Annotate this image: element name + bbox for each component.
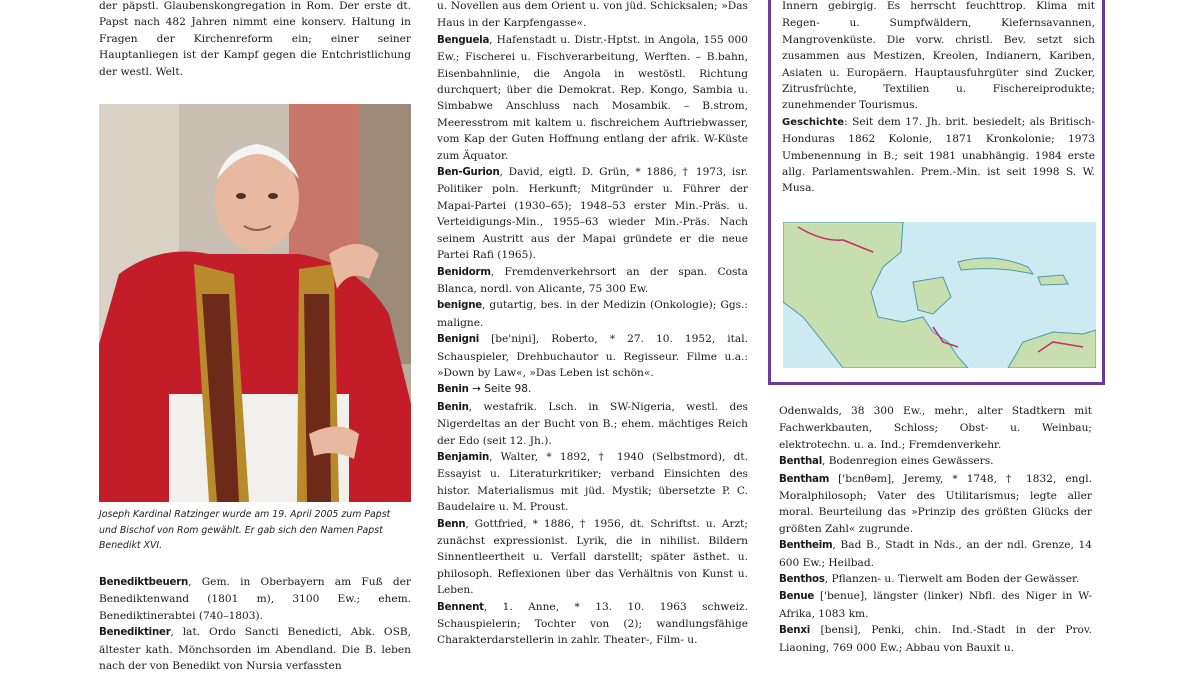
entry-text: , 1. Anne, * 13. 10. 1963 schweiz. Schauspielerin; Tochter von (2); wandlungsfähige Charakterdarstellerin in zahlr. Theater-, Film- u. (437, 600, 748, 647)
cross-reference[interactable]: → Seite 98. (468, 383, 532, 396)
entry-text: , Walter, * 1892, † 1940 (Selbstmord), dt. Essayist u. Literaturkritiker; verband Einsichten des histor. Materialismus mit jüd. Mystik; übersetzte P. C. Baudelaire u. M. Proust. (437, 450, 748, 514)
entry (779, 622, 1092, 656)
entry (437, 0, 748, 32)
entry (779, 403, 1092, 453)
entry-headword: Benue (779, 591, 815, 603)
entry-text: , Pflanzen- u. Tierwelt am Boden der Gewässer. (824, 573, 1080, 586)
entry (437, 297, 748, 331)
entry-text: , Hafenstadt u. Distr.-Hptst. in Angola, 155 000 Ew.; Fischerei u. Fischverarbeitung, Werften. – B.bahn, Eisenbahnlinie, die Angola in westöstl. Richtung durchquert; über die Demokrat. Rep. Kongo, Sambia u. Simbabwe Anschluss nach Mosambik. – B.strom, Meeresstrom mit kaltem u. fischreichem Auftriebwasser, vom Kap der Guten Hoffnung entlang der afrik. W-Küste zum Äquator. (437, 33, 748, 162)
entry (437, 264, 748, 298)
entry (99, 574, 411, 624)
entry-headword: Benthos (779, 574, 825, 586)
entry-headword: Ben-Gurion (437, 167, 500, 179)
pope-photo (99, 104, 411, 502)
entry (437, 381, 748, 398)
entry-text: , Fremdenverkehrsort an der span. Costa Blanca, nordl. von Alicante, 75 300 Ew. (437, 265, 748, 295)
entry-text: Innern gebirgig. Es herrscht feuchttrop. Klima mit Regen- u. Sumpfwäldern, Kiefernsavannen, Mangrovenküste. Die vorw. christl. Bev. setzt sich zusammen aus Mestizen, Kreolen, Indianern, Kariben, Asiaten u. Europäern. Hauptausfuhrgüter sind Zucker, Zitrusfrüchte, Textilien u. Fischereiprodukte; zunehmender Tourismus. (782, 0, 1095, 112)
pope-illustration (99, 104, 411, 502)
entry-text: ['benue], längster (linker) Nbfl. des Niger in W-Afrika, 1083 km. (779, 590, 1092, 620)
entry-headword: Benxi (779, 625, 810, 637)
entry-headword: Benin (437, 401, 469, 413)
entry-headword: Bentheim (779, 540, 833, 552)
entry-headword: Benediktiner (99, 627, 171, 639)
entry-text: , Gottfried, * 1886, † 1956, dt. Schriftst. u. Arzt; zunächst expressionist. Lyrik, die in nihilist. Bildern Sinnentleertheit u. Verfall darstellt; später ästhet. u. philosoph. Reflexionen über das Verhältnis von Kunst u. Leben. (437, 517, 748, 597)
column-1-bottom (99, 574, 411, 674)
entry-text: , lat. Ordo Sancti Benedicti, Abk. OSB, ältester kath. Mönchsorden im Abendland. Die B. leben nach der von Benedikt von Nursia verfassten (99, 626, 411, 673)
entry-text: der päpstl. Glaubenskongregation in Rom. Der erste dt. Papst nach 482 Jahren nimmt eine konserv. Haltung in Fragen der Kirchenreform ein; einer seiner Hauptanliegen ist der Kampf gegen die Entchristlichung der westl. Welt. (99, 0, 411, 78)
entry-headword: Benjamin (437, 451, 490, 463)
entry-text: Odenwalds, 38 300 Ew., mehr., alter Stadtkern mit Fachwerkbauten, Schloss; Obst- u. Weinbau; elektrotechn. u. a. Ind.; Fremdenverkehr. (779, 405, 1092, 451)
entry-headword: benigne (437, 300, 483, 312)
entry (437, 449, 748, 516)
entry (779, 571, 1092, 588)
entry (437, 32, 748, 164)
entry-text: [be'niɲi], Roberto, * 27. 10. 1952, ital. Schauspieler, Drehbuchautor u. Regisseur. Filme u.a.: »Down by Law«, »Das Leben ist schön«. (437, 333, 748, 379)
entry (99, 624, 411, 674)
column-2 (437, 0, 748, 649)
entry-text: [bensi], Penki, chin. Ind.-Stadt in der Prov. Liaoning, 769 000 Ew.; Abbau von Bauxit u. (779, 624, 1092, 654)
entry-text: u. Novellen aus dem Orient u. von jüd. Schicksalen; »Das Haus in der Karpfengasse«. (437, 0, 748, 30)
entry (779, 471, 1092, 538)
entry (437, 331, 748, 381)
entry (782, 0, 1095, 114)
entry-text: , westafrik. Lsch. in SW-Nigeria, westl. des Nigerdeltas an der Bucht von B.; ehem. mächtiges Reich der Edo (seit 12. Jh.). (437, 400, 748, 447)
entry (437, 399, 748, 449)
column-1-top (99, 0, 411, 80)
central-america-map (783, 222, 1096, 368)
entry-headword: Benn (437, 518, 466, 530)
entry-headword: Benidorm (437, 266, 491, 278)
info-box-text (782, 0, 1095, 197)
section-heading: Geschichte (782, 116, 845, 128)
entry-headword: Benediktbeuern (99, 577, 189, 588)
entry-text: ['bɛnθəm], Jeremy, * 1748, † 1832, engl. Moralphilosoph; Vater des Utilitarismus; legte aller moral. Beurteilung das »Prinzip des größten Glücks der größten Zahl« zugrunde. (779, 472, 1092, 535)
entry (437, 599, 748, 649)
entry (782, 114, 1095, 197)
entry-headword: Bennent (437, 601, 484, 613)
entry-text: , Gem. in Oberbayern am Fuß der Benediktenwand (1801 m), 3100 Ew.; ehem. Benediktinerabtei (740–1803). (99, 576, 411, 622)
entry-text: : Seit dem 17. Jh. brit. besiedelt; als Britisch-Honduras 1862 Kolonie, 1871 Kronkolonie; 1973 Umbenennung in B.; seit 1981 unabhängig. 1984 erste allg. Parlamentswahlen. Prem.-Min. ist seit 1998 S. W. Musa. (782, 115, 1095, 195)
entry (779, 588, 1092, 622)
column-3-bottom (779, 403, 1092, 656)
entry-headword: Benigni (437, 334, 480, 346)
entry-headword: Bentham (779, 473, 830, 485)
entry-text: , Bodenregion eines Gewässers. (822, 455, 994, 468)
entry-text: , Bad B., Stadt in Nds., an der ndl. Grenze, 14 600 Ew.; Heilbad. (779, 539, 1092, 569)
country-info-box (768, 0, 1105, 385)
photo-caption: Joseph Kardinal Ratzinger wurde am 19. April 2005 zum Papst und Bischof von Rom gewählt. Er gab sich den Namen Papst Benedikt XVI. (99, 509, 391, 552)
entry (779, 537, 1092, 571)
entry-text: , gutartig, bes. in der Medizin (Onkologie); Ggs.: maligne. (437, 299, 748, 329)
map-illustration (783, 222, 1096, 368)
entry-headword: Benthal (779, 456, 823, 468)
entry (437, 164, 748, 263)
entry (779, 453, 1092, 470)
entry-headword: Benguela (437, 34, 490, 46)
entry-text: , David, eigtl. D. Grün, * 1886, † 1973, isr. Politiker poln. Herkunft; Mitgründer u. Führer der Mapai-Partei (1930–65); 1948–53 erster Min.-Präs. u. Verteidigungs-Min., 1955–63 wieder Min.-Präs. Nach seinem Austritt aus der Mapai gründete er die neue Partei Rafi (1965). (437, 166, 748, 262)
entry (437, 516, 748, 599)
entry-headword: Benin (437, 384, 469, 396)
